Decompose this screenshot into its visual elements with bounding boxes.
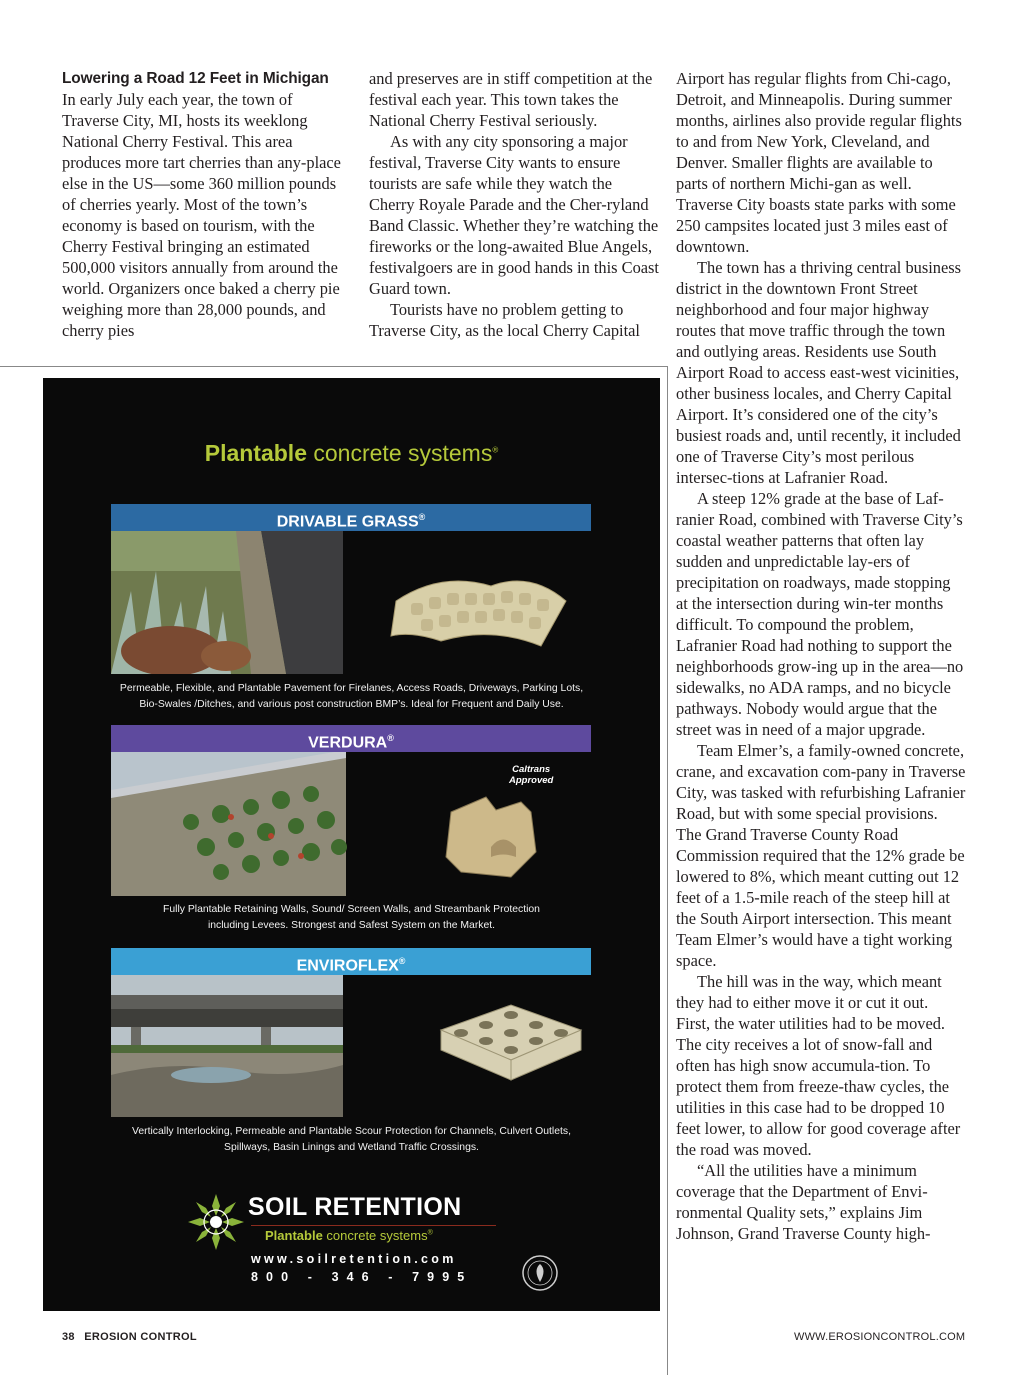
verdura-bar: VERDURA® — [111, 725, 591, 752]
paragraph: and preserves are in stiff competition at the festival each year. This town takes the National Cherry Festival seriously. — [369, 69, 653, 130]
drivable-grass-bar: DRIVABLE GRASS® — [111, 504, 591, 531]
article-column-3 — [676, 68, 966, 1244]
paragraph: A steep 12% grade at the base of Laf-ranier Road, combined with Traverse City’s coastal weather patterns that often lay sudden and unpredictable lay-ers of precipitation on roadways, made stopping at the intersection during win-ter months difficult. To compound the problem, Lafranier Road had nothing to support the neighborhoods grow-ing up in the area—no sidewalks, no ADA ramps, and no bicycle pathways. Nobody would argue that the street was in need of a major upgrade. — [676, 489, 964, 739]
page-footer-left — [62, 1331, 197, 1343]
ad-title — [43, 440, 660, 467]
ad-border-top — [0, 366, 668, 367]
brand-name: SOIL RETENTION — [248, 1193, 462, 1221]
article-column-2 — [369, 68, 659, 341]
phone-number: 800 - 346 - 7995 — [251, 1270, 473, 1284]
paragraph: Airport has regular flights from Chi-cago, Detroit, and Minneapolis. During summer months, airlines also provide regular flights to and from New York, Cleveland, and Denver. Smaller flights are available to parts of northern Michi-gan as well. Traverse City boasts state parks with some 250 campsites located just 3 miles east of downtown. — [676, 69, 962, 256]
drivable-grass-caption: Permeable, Flexible, and Plantable Pavement for Firelanes, Access Roads, Driveways, Parking Lots, Bio-Swales /Ditches, and various post construction BMP’s. Ideal for Frequent and Daily Use. — [119, 683, 584, 710]
registered-mark: ® — [492, 445, 499, 455]
magazine-website: WWW.EROSIONCONTROL.COM — [794, 1331, 966, 1343]
soil-retention-logo-icon — [186, 1192, 246, 1252]
section-name: VERDURA — [308, 734, 388, 752]
verdura-caption: Fully Plantable Retaining Walls, Sound/ Screen Walls, and Streambank Protection including Levees. Strongest and Safest System on the Market. — [163, 904, 540, 931]
enviroflex-photo — [111, 975, 591, 1117]
caltrans-approved-tag: Caltrans Approved — [509, 764, 554, 786]
drivable-grass-photo — [111, 531, 591, 674]
ad-title-bold: Plantable — [204, 440, 307, 466]
section-name: DRIVABLE GRASS — [276, 513, 419, 531]
article-column-1 — [62, 68, 350, 341]
website-url: www.soilretention.com — [251, 1252, 457, 1266]
soil-retention-advertisement — [43, 378, 660, 1311]
section-name: ENVIROFLEX — [296, 957, 399, 975]
paragraph: Team Elmer’s, a family-owned concrete, crane, and excavation com-pany in Traverse City, was tasked with refurbishing Lafranier Road, but with some special provisions. The Grand Traverse County Road Commission required that the 12% grade be lowered to 8%, which meant cutting out 12 feet of a 1.5-mile reach of the steep hill at the South Airport intersection. This meant Team Elmer’s would have a tight working space. — [676, 741, 966, 970]
page-number: 38 — [62, 1331, 75, 1343]
paragraph: In early July each year, the town of Traverse City, MI, hosts its weeklong National Cherry Festival. This area produces more tart cherries than any-place else in the US—some 360 million pounds of cherries yearly. Most of the town’s economy is based on tourism, with the Cherry Festival bringing an estimated 500,000 visitors annually from around the world. Organizers once baked a cherry pie weighing more than 28,000 pounds, and cherry pies — [62, 90, 341, 340]
brand-divider — [251, 1225, 496, 1226]
paragraph: “All the utilities have a minimum coverage that the Department of Envi-ronmental Quality sets,” explains Jim Johnson, Grand Traverse County high- — [676, 1161, 931, 1243]
paragraph: As with any city sponsoring a major festival, Traverse City wants to ensure tourists are safe while they watch the Cherry Royale Parade and the Cher-ryland Band Classic. Whether they’re watching the fireworks or the long-awaited Blue Angels, festivalgoers are in good hands in this Coast Guard town. — [369, 132, 659, 298]
green-building-member-badge-icon — [521, 1254, 559, 1292]
ad-border-right — [667, 366, 668, 1375]
paragraph: Tourists have no problem getting to Traverse City, as the local Cherry Capital — [369, 300, 640, 340]
enviroflex-caption: Vertically Interlocking, Permeable and Plantable Scour Protection for Channels, Culvert Outlets, Spillways, Basin Linings and Wetland Traffic Crossings. — [132, 1126, 571, 1153]
paragraph: The town has a thriving central business district in the downtown Front Street neighborhood and four major highway routes that move traffic through the town and outlying areas. Residents use South Airport Road to access east-west vicinities, other business locales, and Cherry Capital Airport. It’s considered one of the city’s busiest roads and, until recently, it included one of Traverse City’s most perilous intersec-tions at Lafranier Road. — [676, 258, 962, 487]
brand-tagline: Plantable concrete systems® — [265, 1228, 433, 1243]
paragraph: The hill was in the way, which meant they had to either move it or cut it out. First, the water utilities had to be moved. The city receives a lot of snow-fall and often has high snow accumula-tion. To protect them from freeze-thaw cycles, the utilities in this case had to be dropped 10 feet lower, to allow for good coverage after the road was moved. — [676, 972, 961, 1159]
ad-title-rest: concrete systems — [313, 440, 493, 466]
magazine-name: EROSION CONTROL — [84, 1331, 197, 1343]
enviroflex-bar: ENVIROFLEX® — [111, 948, 591, 975]
article-headline: Lowering a Road 12 Feet in Michigan — [62, 70, 329, 87]
